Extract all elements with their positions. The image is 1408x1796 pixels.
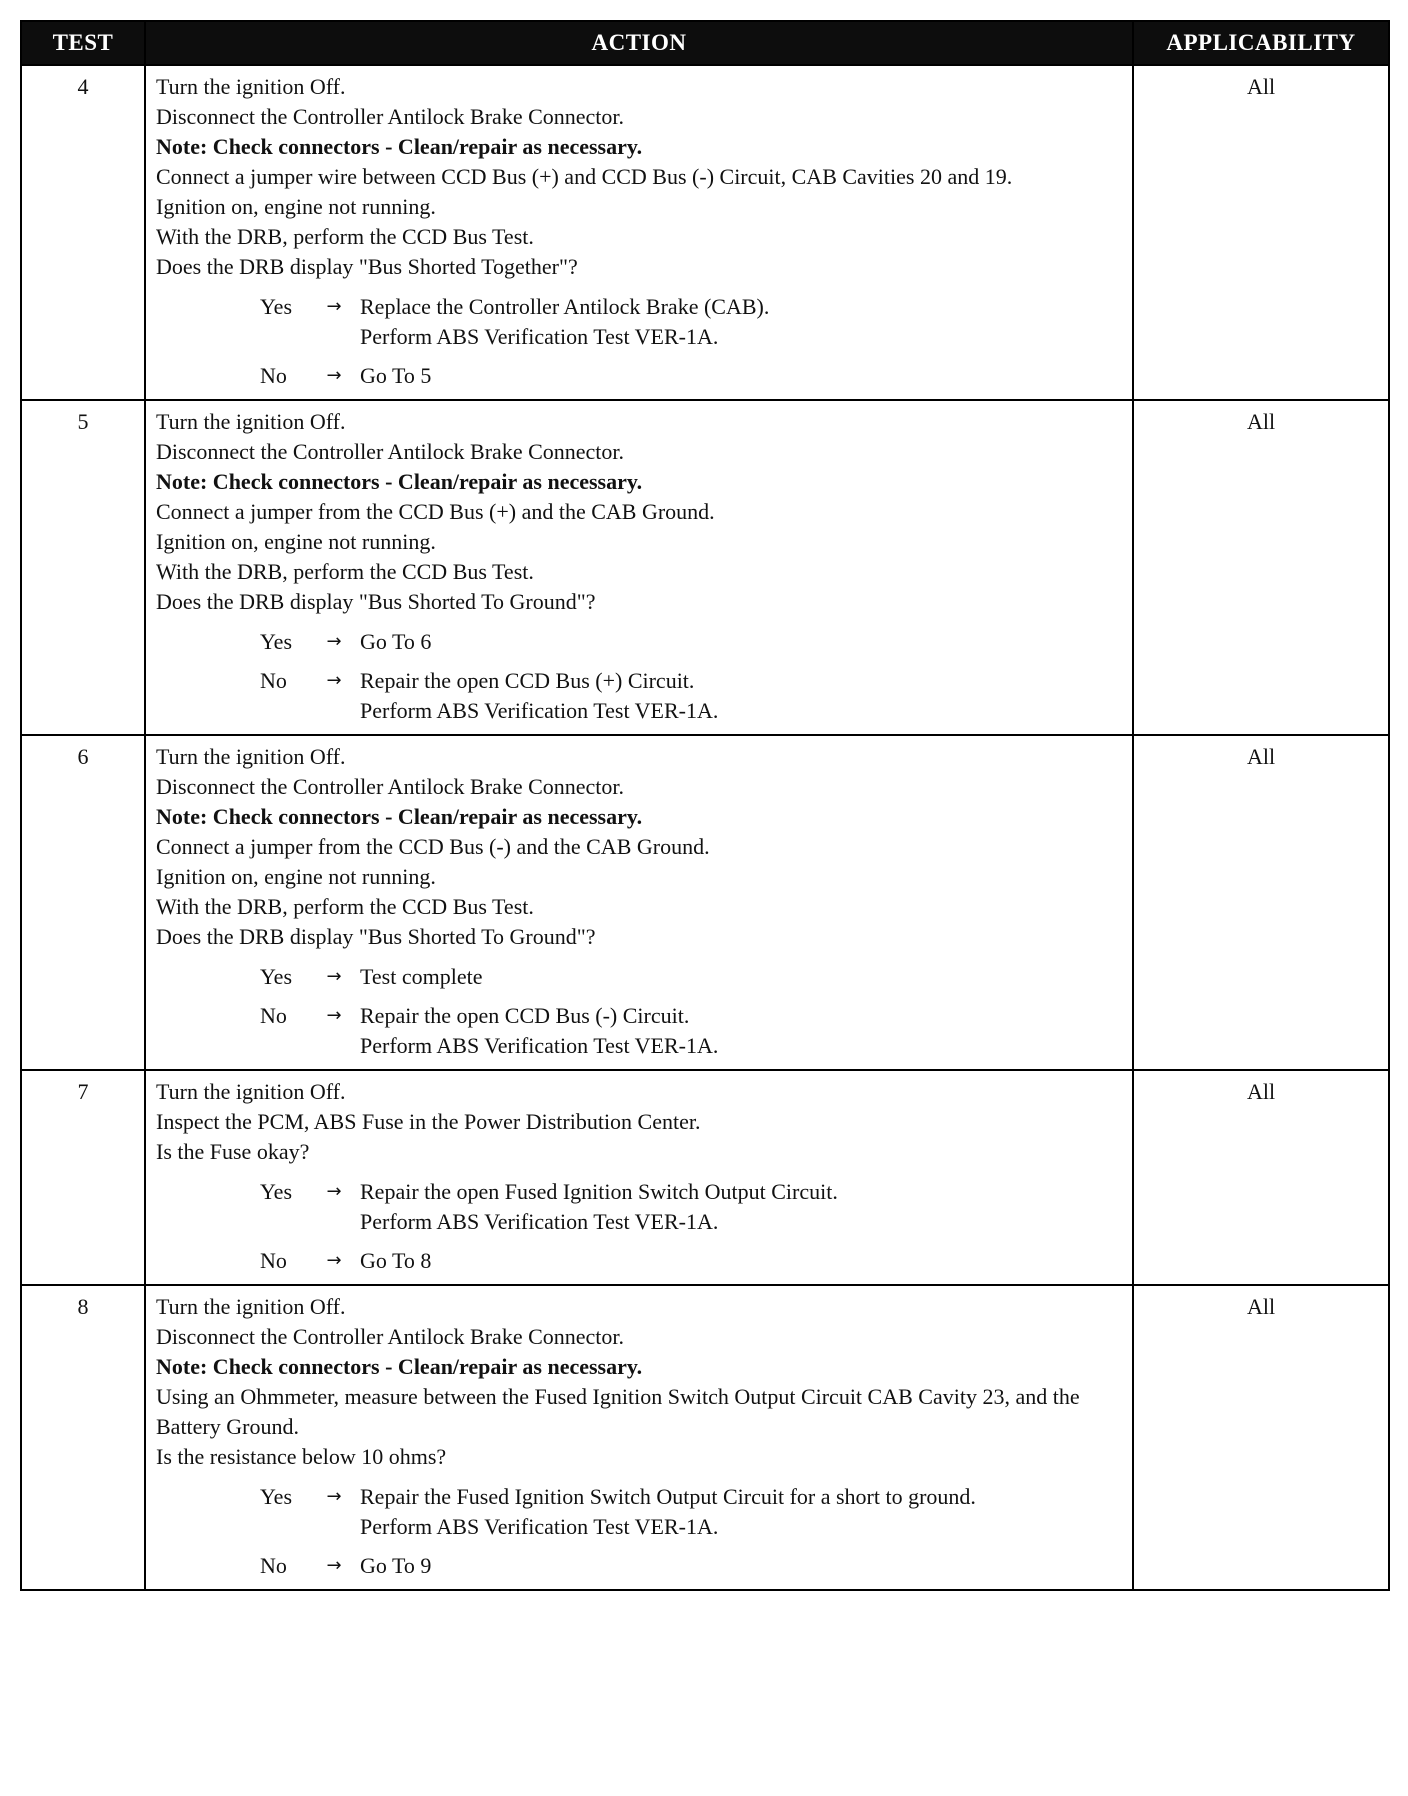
step-line: Connect a jumper from the CCD Bus (-) and the CAB Ground. <box>156 834 710 859</box>
step-line: Using an Ohmmeter, measure between the Fused Ignition Switch Output Circuit CAB Cavity 23, and the Battery Ground. <box>156 1384 1080 1439</box>
step-line: Disconnect the Controller Antilock Brake Connector. <box>156 774 625 799</box>
result-line: Repair the open CCD Bus (+) Circuit. <box>360 668 695 693</box>
step-line: Connect a jumper wire between CCD Bus (+) and CCD Bus (-) Circuit, CAB Cavities 20 and 19. <box>156 164 1013 189</box>
test-number: 6 <box>21 735 145 1070</box>
outcome-result <box>360 1246 1124 1276</box>
result-line: Repair the open CCD Bus (-) Circuit. <box>360 1003 690 1028</box>
right-arrow-icon: → <box>326 1181 342 1202</box>
table-row <box>21 400 1389 735</box>
result-line: Go To 9 <box>360 1553 432 1578</box>
result-line: Go To 8 <box>360 1248 432 1273</box>
answer-label: No <box>260 1003 287 1028</box>
outcome-result <box>360 962 1124 992</box>
outcome-yes <box>260 292 1124 352</box>
right-arrow-icon: → <box>326 365 342 386</box>
step-line: With the DRB, perform the CCD Bus Test. <box>156 224 534 249</box>
outcome-result <box>360 1551 1124 1581</box>
action-cell <box>145 1070 1133 1285</box>
outcome-list <box>156 962 1124 1061</box>
table-row <box>21 65 1389 400</box>
test-number: 7 <box>21 1070 145 1285</box>
outcome-no <box>260 361 1124 391</box>
right-arrow-icon: → <box>326 296 342 317</box>
result-line: Perform ABS Verification Test VER-1A. <box>360 1209 719 1234</box>
table-body <box>21 65 1389 1590</box>
outcome-no <box>260 666 1124 726</box>
step-line: Disconnect the Controller Antilock Brake Connector. <box>156 1324 625 1349</box>
answer-label: Yes <box>260 629 293 654</box>
outcome-result <box>360 1177 1124 1237</box>
step-line: Turn the ignition Off. <box>156 1294 346 1319</box>
outcome-result <box>360 1001 1124 1061</box>
outcome-list <box>156 1482 1124 1581</box>
outcome-result <box>360 292 1124 352</box>
right-arrow-icon: → <box>326 966 342 987</box>
answer-label: No <box>260 1248 287 1273</box>
result-line: Go To 6 <box>360 629 432 654</box>
result-line: Test complete <box>360 964 483 989</box>
test-number: 8 <box>21 1285 145 1590</box>
step-line: Ignition on, engine not running. <box>156 194 436 219</box>
result-line: Go To 5 <box>360 363 432 388</box>
table-row <box>21 735 1389 1070</box>
result-line: Perform ABS Verification Test VER-1A. <box>360 698 719 723</box>
note-line: Note: Check connectors - Clean/repair as necessary. <box>156 804 643 829</box>
header-applicability: APPLICABILITY <box>1133 21 1389 65</box>
outcome-result <box>360 361 1124 391</box>
outcome-result <box>360 1482 1124 1542</box>
outcome-no <box>260 1001 1124 1061</box>
outcome-list <box>156 292 1124 391</box>
answer-label: No <box>260 668 287 693</box>
outcome-result <box>360 627 1124 657</box>
applicability-value: All <box>1133 1285 1389 1590</box>
action-cell <box>145 400 1133 735</box>
outcome-no <box>260 1551 1124 1581</box>
result-line: Perform ABS Verification Test VER-1A. <box>360 324 719 349</box>
action-cell <box>145 1285 1133 1590</box>
result-line: Perform ABS Verification Test VER-1A. <box>360 1514 719 1539</box>
step-line: Inspect the PCM, ABS Fuse in the Power Distribution Center. <box>156 1109 701 1134</box>
outcome-no <box>260 1246 1124 1276</box>
result-line: Replace the Controller Antilock Brake (CAB). <box>360 294 770 319</box>
step-line: Turn the ignition Off. <box>156 744 346 769</box>
step-line: Disconnect the Controller Antilock Brake Connector. <box>156 439 625 464</box>
step-line: Connect a jumper from the CCD Bus (+) and the CAB Ground. <box>156 499 715 524</box>
right-arrow-icon: → <box>326 631 342 652</box>
note-line: Note: Check connectors - Clean/repair as necessary. <box>156 134 643 159</box>
step-line: Ignition on, engine not running. <box>156 864 436 889</box>
note-line: Note: Check connectors - Clean/repair as necessary. <box>156 1354 643 1379</box>
step-line: Does the DRB display "Bus Shorted To Ground"? <box>156 589 596 614</box>
applicability-value: All <box>1133 1070 1389 1285</box>
answer-label: No <box>260 1553 287 1578</box>
result-line: Repair the Fused Ignition Switch Output Circuit for a short to ground. <box>360 1484 976 1509</box>
applicability-value: All <box>1133 65 1389 400</box>
diagnostic-test-sheet <box>20 20 1388 1591</box>
right-arrow-icon: → <box>326 1005 342 1026</box>
right-arrow-icon: → <box>326 1250 342 1271</box>
applicability-value: All <box>1133 400 1389 735</box>
table-row <box>21 1285 1389 1590</box>
outcome-yes <box>260 627 1124 657</box>
step-line: With the DRB, perform the CCD Bus Test. <box>156 894 534 919</box>
step-line: Does the DRB display "Bus Shorted Together"? <box>156 254 578 279</box>
outcome-list <box>156 1177 1124 1276</box>
test-number: 5 <box>21 400 145 735</box>
result-line: Perform ABS Verification Test VER-1A. <box>360 1033 719 1058</box>
step-line: With the DRB, perform the CCD Bus Test. <box>156 559 534 584</box>
result-line: Repair the open Fused Ignition Switch Output Circuit. <box>360 1179 838 1204</box>
answer-label: No <box>260 363 287 388</box>
header-action: ACTION <box>145 21 1133 65</box>
note-line: Note: Check connectors - Clean/repair as necessary. <box>156 469 643 494</box>
step-line: Disconnect the Controller Antilock Brake Connector. <box>156 104 625 129</box>
step-line: Turn the ignition Off. <box>156 1079 346 1104</box>
answer-label: Yes <box>260 294 293 319</box>
outcome-result <box>360 666 1124 726</box>
outcome-yes <box>260 1177 1124 1237</box>
table-row <box>21 1070 1389 1285</box>
header-test: TEST <box>21 21 145 65</box>
answer-label: Yes <box>260 964 293 989</box>
step-line: Is the Fuse okay? <box>156 1139 310 1164</box>
diagnostic-test-table <box>20 20 1390 1591</box>
step-line: Turn the ignition Off. <box>156 409 346 434</box>
step-line: Does the DRB display "Bus Shorted To Ground"? <box>156 924 596 949</box>
outcome-list <box>156 627 1124 726</box>
right-arrow-icon: → <box>326 670 342 691</box>
step-line: Ignition on, engine not running. <box>156 529 436 554</box>
right-arrow-icon: → <box>326 1555 342 1576</box>
outcome-yes <box>260 962 1124 992</box>
action-cell <box>145 735 1133 1070</box>
answer-label: Yes <box>260 1484 293 1509</box>
right-arrow-icon: → <box>326 1486 342 1507</box>
applicability-value: All <box>1133 735 1389 1070</box>
answer-label: Yes <box>260 1179 293 1204</box>
step-line: Is the resistance below 10 ohms? <box>156 1444 447 1469</box>
outcome-yes <box>260 1482 1124 1542</box>
test-number: 4 <box>21 65 145 400</box>
step-line: Turn the ignition Off. <box>156 74 346 99</box>
action-cell <box>145 65 1133 400</box>
table-header-row <box>21 21 1389 65</box>
